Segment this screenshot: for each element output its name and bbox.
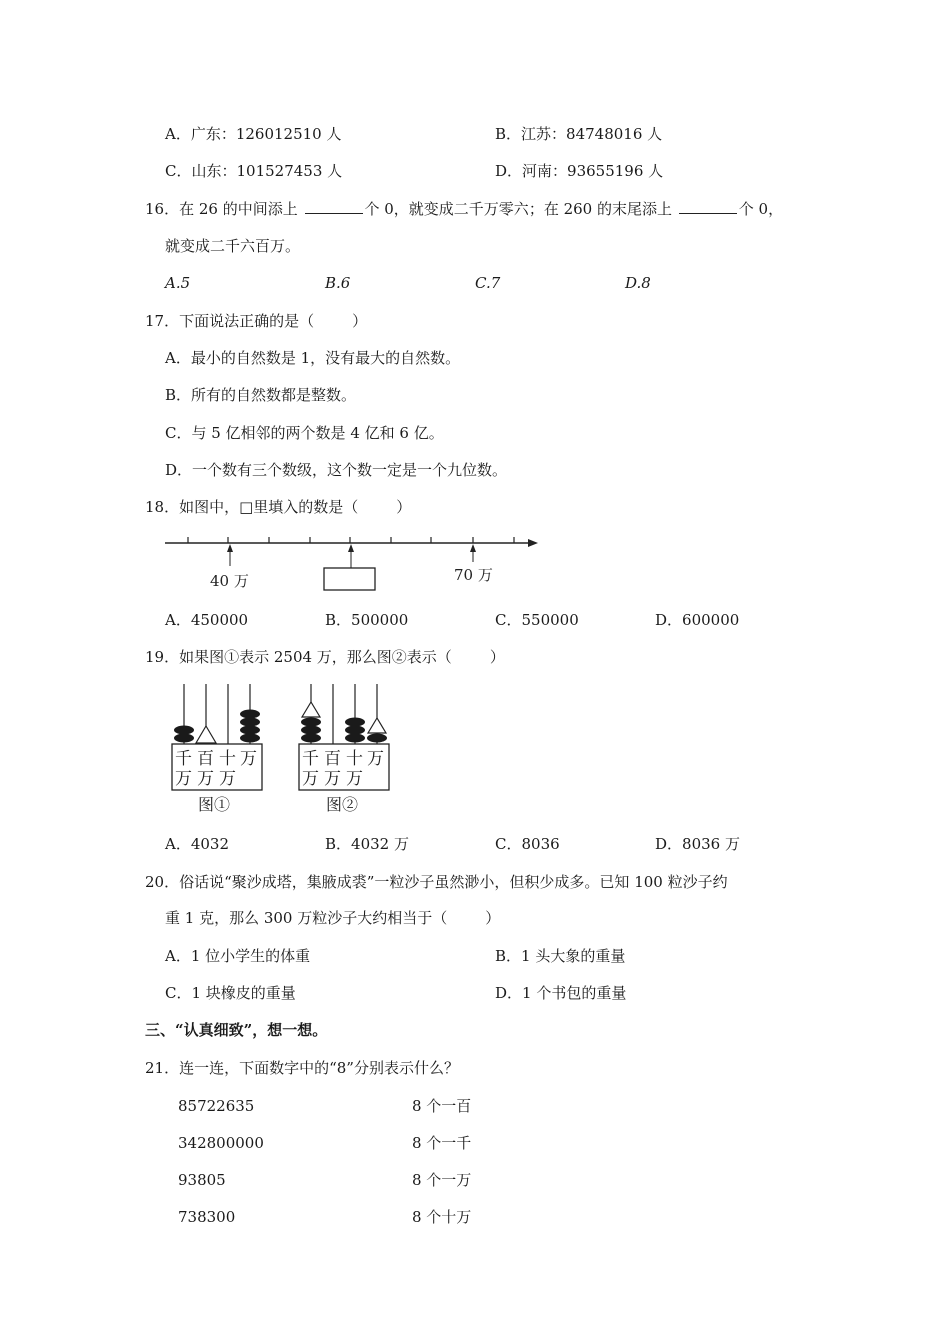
svg-text:万: 万 xyxy=(219,769,236,789)
q20-stem-line1 xyxy=(145,872,728,892)
abacus-fig2 xyxy=(299,684,389,814)
q19-number: 19． xyxy=(145,648,180,666)
q21-text: 连一连，下面数字中的“8”分别表示什么？ xyxy=(179,1059,459,1077)
q16-blank-1[interactable] xyxy=(305,199,363,214)
q18-option-b: B．500000 xyxy=(325,611,409,629)
q18-number: 18． xyxy=(145,498,180,516)
label-40-wan: 40 万 xyxy=(210,572,249,590)
svg-text:万: 万 xyxy=(346,769,363,789)
q16-text-b: 个 0，就变成二千万零六；在 260 的末尾添上 xyxy=(364,200,672,218)
q21-number-4[interactable]: 738300 xyxy=(178,1208,236,1226)
answer-box[interactable] xyxy=(324,568,375,590)
q16-number: 16． xyxy=(145,200,180,218)
q20-text-2: 重 1 克，那么 300 万粒沙子大约相当于（ xyxy=(165,909,448,927)
q21-meaning-2[interactable]: 8 个一千 xyxy=(412,1134,472,1152)
q17-close-paren: ） xyxy=(352,312,368,330)
q21-number: 21． xyxy=(145,1059,180,1077)
q17-option-c: C．与 5 亿相邻的两个数是 4 亿和 6 亿。 xyxy=(165,424,444,442)
q18-option-a: A．450000 xyxy=(165,611,249,629)
q17-text: 下面说法正确的是（ xyxy=(179,312,315,330)
svg-text:十: 十 xyxy=(219,749,236,769)
q16-text-c: 个 0， xyxy=(738,200,784,218)
q20-option-a: A．1 位小学生的体重 xyxy=(165,947,311,965)
q21-stem xyxy=(145,1058,459,1078)
fig1-bead-outline xyxy=(196,726,216,743)
q18-option-d: D．600000 xyxy=(655,611,740,629)
q21-meaning-4[interactable]: 8 个十万 xyxy=(412,1208,472,1226)
q16-option-a: A.5 xyxy=(165,274,191,292)
svg-text:十: 十 xyxy=(346,749,363,769)
q19-stem xyxy=(145,647,505,667)
q15-option-a: A．广东：126012510 人 xyxy=(165,125,342,143)
svg-text:万: 万 xyxy=(324,769,341,789)
q16-text-a: 在 26 的中间添上 xyxy=(179,200,298,218)
q16-stem-line2: 就变成二千六百万。 xyxy=(165,237,301,255)
q21-number-1[interactable]: 85722635 xyxy=(178,1097,255,1115)
svg-text:万: 万 xyxy=(175,769,192,789)
q20-close-paren: ） xyxy=(485,909,501,927)
q21-meaning-1[interactable]: 8 个一百 xyxy=(412,1097,472,1115)
q20-stem-line2 xyxy=(165,908,500,928)
q17-option-a: A．最小的自然数是 1，没有最大的自然数。 xyxy=(165,349,461,367)
q19-text: 如果图①表示 2504 万，那么图②表示（ xyxy=(179,648,452,666)
number-line-arrowhead xyxy=(528,539,538,547)
q16-option-d: D.8 xyxy=(625,274,651,292)
svg-text:万: 万 xyxy=(197,769,214,789)
number-line-figure xyxy=(160,528,545,600)
abacus-figures xyxy=(160,680,400,820)
q20-option-b: B．1 头大象的重量 xyxy=(495,947,626,965)
fig2-caption: 图② xyxy=(326,795,359,814)
q16-option-c: C.7 xyxy=(475,274,501,292)
svg-text:万: 万 xyxy=(302,769,319,789)
svg-text:百: 百 xyxy=(324,749,341,769)
q19-option-c: C．8036 xyxy=(495,835,560,853)
q19-option-a: A．4032 xyxy=(165,835,230,853)
number-line-ticks xyxy=(188,537,514,543)
svg-text:千: 千 xyxy=(175,749,192,769)
svg-text:万: 万 xyxy=(240,749,257,769)
arrow-70w xyxy=(470,544,476,562)
q15-option-b: B．江苏：84748016 人 xyxy=(495,125,663,143)
q19-close-paren: ） xyxy=(489,648,505,666)
q17-option-b: B．所有的自然数都是整数。 xyxy=(165,386,357,404)
q20-number: 20． xyxy=(145,873,180,891)
svg-text:万: 万 xyxy=(367,749,384,769)
label-70-wan: 70 万 xyxy=(454,566,493,584)
q20-text-1: 俗话说“聚沙成塔，集腋成裘”一粒沙子虽然渺小，但积少成多。已知 100 粒沙子约 xyxy=(179,873,728,891)
q21-meaning-3[interactable]: 8 个一万 xyxy=(412,1171,472,1189)
q18-close-paren: ） xyxy=(396,498,412,516)
fig1-caption: 图① xyxy=(198,795,231,814)
arrow-box xyxy=(348,544,354,568)
section-3-title: 三、“认真细致”，想一想。 xyxy=(145,1021,328,1039)
q15-option-c: C．山东：101527453 人 xyxy=(165,162,343,180)
q20-option-d: D．1 个书包的重量 xyxy=(495,984,627,1002)
fig1-beads xyxy=(174,710,260,743)
q21-number-2[interactable]: 342800000 xyxy=(178,1134,264,1152)
q18-option-c: C．550000 xyxy=(495,611,579,629)
q17-stem xyxy=(145,311,367,331)
q20-option-c: C．1 块橡皮的重量 xyxy=(165,984,296,1002)
q21-number-3[interactable]: 93805 xyxy=(178,1171,226,1189)
abacus-fig1 xyxy=(172,684,262,814)
svg-text:百: 百 xyxy=(197,749,214,769)
q17-option-d: D．一个数有三个数级，这个数一定是一个九位数。 xyxy=(165,461,508,479)
svg-text:千: 千 xyxy=(302,749,319,769)
arrow-40w xyxy=(227,544,233,566)
q19-option-b: B．4032 万 xyxy=(325,835,409,853)
q17-number: 17． xyxy=(145,312,180,330)
q15-option-d: D．河南：93655196 人 xyxy=(495,162,664,180)
q19-option-d: D．8036 万 xyxy=(655,835,740,853)
q16-stem-line1 xyxy=(145,199,783,219)
q16-blank-2[interactable] xyxy=(679,199,737,214)
q16-option-b: B.6 xyxy=(325,274,351,292)
q18-text: 如图中，□里填入的数是（ xyxy=(179,498,359,516)
q18-stem xyxy=(145,497,411,517)
